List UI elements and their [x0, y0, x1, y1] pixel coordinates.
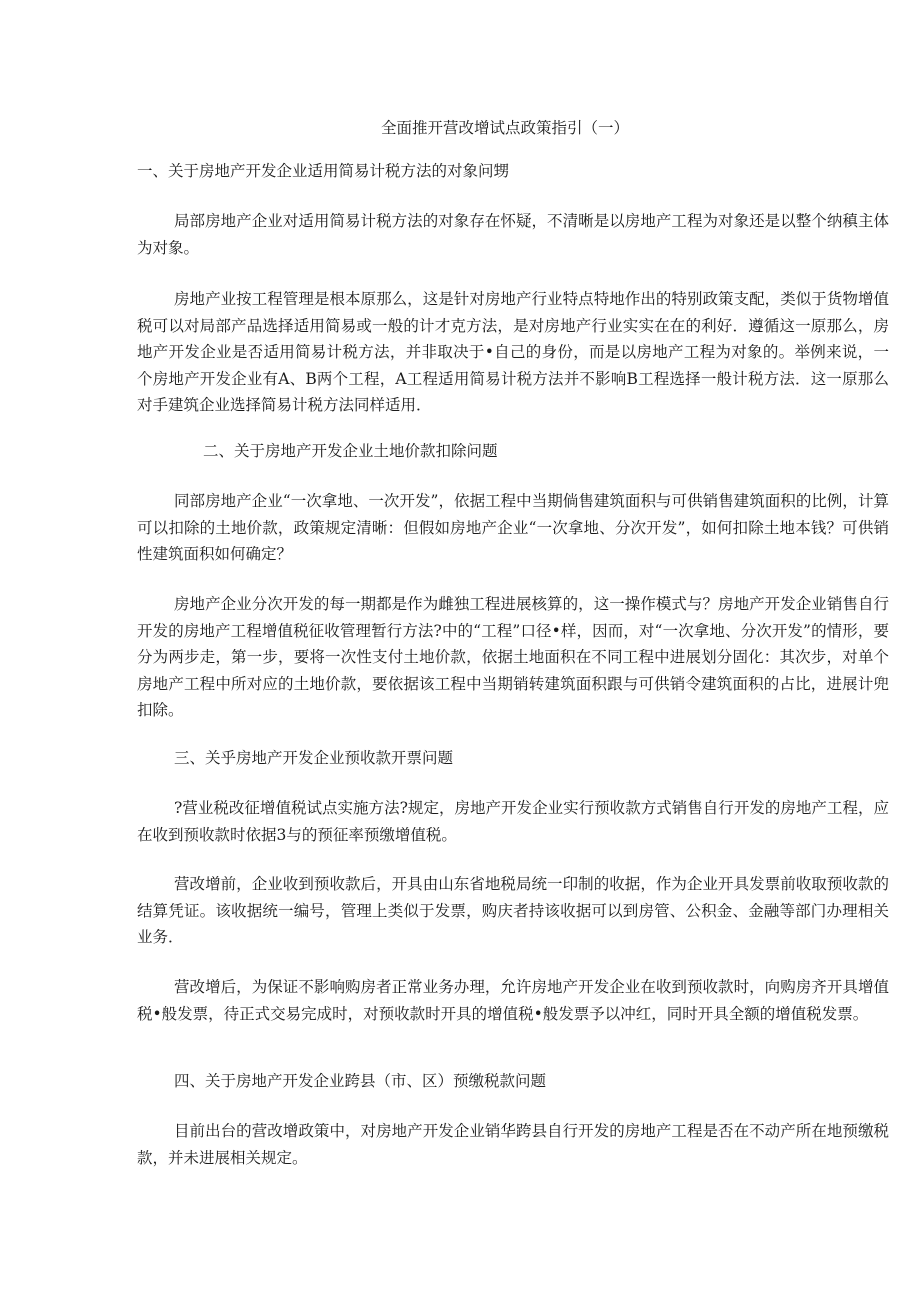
section-heading-1: 一、关于房地产开发企业适用简易计税方法的对象问甥	[137, 162, 510, 180]
paragraph: 营改增前，企业收到预收款后，开具由山东省地税局统一印制的收据，作为企业开具发票前收取预收款的结算凭证。该收据统一编号，管理上类似于发票，购庆者持该收据可以到房管、公积金、金融等部门办理相关业务．	[137, 875, 889, 946]
paragraph: 同部房地产企业“一次拿地、一次开发”，依据工程中当期倘售建筑面积与可供销售建筑面积的比例，计算可以扣除的土地价款，政策规定清晰：但假如房地产企业“一次拿地、分次开发”，如何扣除土地本钱？可供销性建筑面积如何确定？	[137, 492, 889, 563]
paragraph: ?营业税改征增值税试点实施方法?规定，房地产开发企业实行预收款方式销售自行开发的房地产工程，应在收到预收款时依据3与的预征率预缴增值税。	[137, 799, 889, 844]
section-heading-3: 三、关乎房地产开发企业预收款开票问题	[174, 749, 454, 767]
paragraph: 营改增后，为保证不影响购房者正常业务办理，允许房地产开发企业在收到预收款时，向购房齐开具增值税•般发票，待正式交易完成时，对预收款时开具的增值税•般发票予以冲红，同时开具全额的增值税发票。	[137, 978, 889, 1023]
section-heading-2: 二、关于房地产开发企业土地价款扣除问题	[203, 442, 498, 460]
section-heading-4: 四、关于房地产开发企业跨县（市、区）预缴税款问题	[174, 1072, 547, 1090]
paragraph: 房地产企业分次开发的每一期都是作为雌独工程进展核算的，这一操作模式与？房地产开发企业销售自行开发的房地产工程增值税征收管理暂行方法?中的“工程”口径•样，因而，对“一次拿地、分次开发”的情形，要分为两步走，第一步，要将一次性支付土地价款，依据土地面积在不同工程中进展划分固化：其次步，对单个房地产工程中所对应的土地价款，要依据该工程中当期销转建筑面积跟与可供销令建筑面积的占比，进展计兜扣除。	[137, 595, 889, 719]
paragraph: 局部房地产企业对适用简易计税方法的对象存在怀疑，不清晰是以房地产工程为对象还是以整个纳稹主体为对象。	[137, 212, 889, 257]
paragraph: 目前出台的营改增政策中，对房地产开发企业销华跨县自行开发的房地产工程是否在不动产所在地预缴税款，并未进展相关规定。	[137, 1122, 889, 1167]
document-title: 全面推开营改增试点政策指引（一）	[380, 119, 629, 137]
paragraph: 房地产业按工程管理是根本原那么，这是针对房地产行业特点特地作出的特别政策支配，类似于货物增值税可以对局部产品选择适用简易或一般的计才克方法，是对房地产行业实实在在的利好．遵循这一原那么，房地产开发企业是否适用简易计税方法，并非取决于•自己的身份，而是以房地产工程为对象的。举例来说，一个房地产开发企业有A、B两个工程，A工程适用简易计税方法并不影响B工程选择一般计税方法．这一原那么对手建筑企业选择简易计税方法同样适用．	[137, 290, 889, 414]
